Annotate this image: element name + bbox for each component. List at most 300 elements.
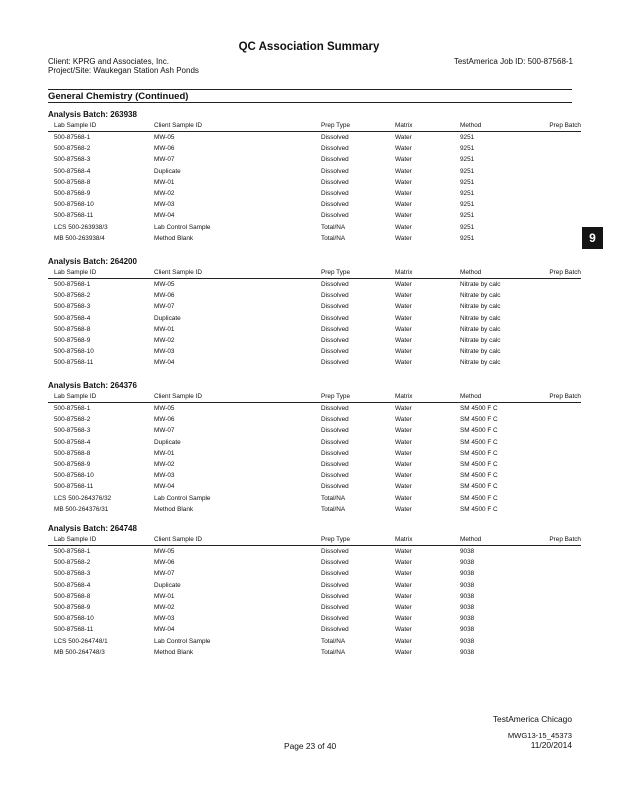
column-header-lab-sample-id: Lab Sample ID <box>54 536 97 543</box>
method-cell: 9038 <box>460 637 475 645</box>
client-sample-id-cell: MW-04 <box>154 483 175 491</box>
column-header-method: Method <box>460 393 482 400</box>
method-cell: Nitrate by calc <box>460 359 501 367</box>
client-sample-id-cell: MW-07 <box>154 156 175 164</box>
prep-batch-cell <box>538 568 581 579</box>
lab-sample-id-cell: 500-87568-9 <box>54 604 91 612</box>
prep-type-cell: Total/NA <box>321 637 346 645</box>
prep-batch-cell <box>538 636 581 647</box>
table-row <box>48 188 581 199</box>
prep-batch-cell <box>538 210 581 221</box>
column-header-lab-sample-id: Lab Sample ID <box>54 122 97 129</box>
column-header-method: Method <box>460 536 482 543</box>
method-cell: SM 4500 F C <box>460 449 498 457</box>
client-sample-id-cell: MW-07 <box>154 427 175 435</box>
lab-sample-id-cell: 500-87568-11 <box>54 212 94 220</box>
prep-type-cell: Dissolved <box>321 134 349 141</box>
header-rule-top <box>48 89 572 90</box>
method-cell: Nitrate by calc <box>460 314 501 322</box>
table-row <box>48 290 581 301</box>
lab-sample-id-cell: MB 500-264376/31 <box>54 505 109 513</box>
column-header-prep-type: Prep Type <box>321 536 351 543</box>
prep-batch-cell <box>538 279 581 291</box>
prep-batch-cell <box>538 504 581 515</box>
column-header-prep-batch: Prep Batch <box>549 269 581 276</box>
table-body <box>48 132 581 245</box>
matrix-cell: Water <box>395 427 412 435</box>
batch-title: Analysis Batch: 264376 <box>48 381 137 390</box>
client-sample-id-cell: MW-06 <box>154 292 175 300</box>
prep-type-cell: Dissolved <box>321 359 349 367</box>
lab-sample-id-cell: 500-87568-1 <box>54 134 91 141</box>
section-tab-badge: 9 <box>582 227 603 249</box>
matrix-cell: Water <box>395 592 412 600</box>
method-cell: SM 4500 F C <box>460 483 498 491</box>
batch-table <box>48 268 581 369</box>
method-cell: 9038 <box>460 581 475 589</box>
matrix-cell: Water <box>395 359 412 367</box>
matrix-cell: Water <box>395 416 412 424</box>
lab-sample-id-cell: LCS 500-263938/3 <box>54 223 108 231</box>
prep-type-cell: Total/NA <box>321 223 346 231</box>
prep-type-cell: Dissolved <box>321 167 349 175</box>
method-cell: 9251 <box>460 190 475 198</box>
method-cell: 9038 <box>460 648 475 656</box>
lab-sample-id-cell: 500-87568-2 <box>54 416 91 424</box>
prep-batch-cell <box>538 222 581 233</box>
matrix-cell: Water <box>395 581 412 589</box>
lab-sample-id-cell: 500-87568-8 <box>54 592 91 600</box>
column-header-prep-type: Prep Type <box>321 269 351 276</box>
lab-sample-id-cell: MB 500-264748/3 <box>54 648 105 656</box>
client-sample-id-cell: Lab Control Sample <box>154 637 211 645</box>
footer-company: TestAmerica Chicago <box>492 714 572 724</box>
page-title: QC Association Summary <box>238 41 380 53</box>
lab-sample-id-cell: 500-87568-2 <box>54 292 91 300</box>
table-row <box>48 132 581 144</box>
table-body <box>48 546 581 659</box>
matrix-cell: Water <box>395 178 412 186</box>
client-sample-id-cell: MW-06 <box>154 145 175 153</box>
method-cell: 9251 <box>460 134 475 141</box>
prep-batch-cell <box>538 132 581 144</box>
matrix-cell: Water <box>395 494 412 502</box>
matrix-cell: Water <box>395 145 412 153</box>
method-cell: SM 4500 F C <box>460 405 498 412</box>
client-sample-id-cell: MW-01 <box>154 592 175 600</box>
matrix-cell: Water <box>395 483 412 491</box>
prep-batch-cell <box>538 335 581 346</box>
table-row <box>48 233 581 244</box>
prep-batch-cell <box>538 437 581 448</box>
method-cell: 9251 <box>460 223 475 231</box>
prep-batch-cell <box>538 346 581 357</box>
client-sample-id-cell: MW-02 <box>154 190 175 198</box>
lab-sample-id-cell: 500-87568-8 <box>54 178 91 186</box>
client-sample-id-cell: Lab Control Sample <box>154 223 211 231</box>
prep-type-cell: Dissolved <box>321 615 349 623</box>
table-row <box>48 166 581 177</box>
lab-sample-id-cell: 500-87568-3 <box>54 156 91 164</box>
prep-type-cell: Total/NA <box>321 648 346 656</box>
method-cell: 9251 <box>460 212 475 220</box>
prep-batch-cell <box>538 470 581 481</box>
prep-type-cell: Dissolved <box>321 559 349 567</box>
table-row <box>48 580 581 591</box>
column-header-client-sample-id: Client Sample ID <box>154 536 202 543</box>
matrix-cell: Water <box>395 348 412 356</box>
table-row <box>48 647 581 658</box>
prep-batch-cell <box>538 459 581 470</box>
prep-batch-cell <box>538 425 581 436</box>
prep-type-cell: Dissolved <box>321 548 349 555</box>
client-sample-id-cell: Duplicate <box>154 581 181 589</box>
client-sample-id-cell: MW-03 <box>154 348 175 356</box>
prep-batch-cell <box>538 647 581 658</box>
lab-sample-id-cell: 500-87568-10 <box>54 472 94 480</box>
prep-batch-cell <box>538 324 581 335</box>
column-header-lab-sample-id: Lab Sample ID <box>54 269 97 276</box>
table-row <box>48 636 581 647</box>
client-sample-id-cell: MW-06 <box>154 416 175 424</box>
lab-sample-id-cell: 500-87568-2 <box>54 559 91 567</box>
method-cell: 9251 <box>460 145 475 153</box>
table-body <box>48 403 581 516</box>
method-cell: 9038 <box>460 592 475 600</box>
client-sample-id-cell: MW-05 <box>154 134 175 141</box>
client-sample-id-cell: MW-04 <box>154 626 175 634</box>
prep-batch-cell <box>538 403 581 415</box>
lab-sample-id-cell: 500-87568-1 <box>54 405 91 412</box>
table-row <box>48 425 581 436</box>
table-row <box>48 199 581 210</box>
matrix-cell: Water <box>395 648 412 656</box>
table-body <box>48 279 581 369</box>
table-header-row <box>48 121 581 132</box>
client-sample-id-cell: MW-04 <box>154 212 175 220</box>
table-row <box>48 602 581 613</box>
client-sample-id-cell: Duplicate <box>154 314 181 322</box>
table-row <box>48 143 581 154</box>
matrix-cell: Water <box>395 156 412 164</box>
client-sample-id-cell: MW-05 <box>154 281 175 288</box>
prep-type-cell: Dissolved <box>321 483 349 491</box>
prep-batch-cell <box>538 143 581 154</box>
prep-type-cell: Dissolved <box>321 281 349 288</box>
matrix-cell: Water <box>395 449 412 457</box>
client-sample-id-cell: MW-03 <box>154 472 175 480</box>
lab-sample-id-cell: 500-87568-4 <box>54 167 91 175</box>
lab-sample-id-cell: 500-87568-1 <box>54 548 91 555</box>
prep-type-cell: Dissolved <box>321 604 349 612</box>
prep-batch-cell <box>538 188 581 199</box>
footer-doc-ref: MWG13-15_45373 <box>507 731 572 740</box>
method-cell: 9251 <box>460 156 475 164</box>
method-cell: Nitrate by calc <box>460 348 501 356</box>
table-row <box>48 568 581 579</box>
matrix-cell: Water <box>395 325 412 333</box>
prep-type-cell: Dissolved <box>321 438 349 446</box>
table-row <box>48 222 581 233</box>
batch-title: Analysis Batch: 264748 <box>48 524 137 533</box>
matrix-cell: Water <box>395 223 412 231</box>
prep-type-cell: Dissolved <box>321 592 349 600</box>
column-header-lab-sample-id: Lab Sample ID <box>54 393 97 400</box>
method-cell: SM 4500 F C <box>460 472 498 480</box>
batch-table <box>48 535 581 658</box>
client-sample-id-cell: MW-05 <box>154 548 175 555</box>
lab-sample-id-cell: 500-87568-11 <box>54 359 94 367</box>
client-sample-id-cell: MW-03 <box>154 201 175 209</box>
lab-sample-id-cell: 500-87568-4 <box>54 314 91 322</box>
column-header-method: Method <box>460 269 482 276</box>
client-sample-id-cell: MW-02 <box>154 604 175 612</box>
client-sample-id-cell: MW-06 <box>154 559 175 567</box>
prep-batch-cell <box>538 154 581 165</box>
analysis-batch-4 <box>48 523 581 658</box>
prep-type-cell: Dissolved <box>321 581 349 589</box>
client-sample-id-cell: Lab Control Sample <box>154 494 211 502</box>
client-sample-id-cell: Duplicate <box>154 167 181 175</box>
prep-type-cell: Dissolved <box>321 461 349 469</box>
client-sample-id-cell: Method Blank <box>154 505 194 513</box>
matrix-cell: Water <box>395 134 412 141</box>
prep-batch-cell <box>538 177 581 188</box>
method-cell: 9251 <box>460 167 475 175</box>
client-sample-id-cell: MW-02 <box>154 461 175 469</box>
prep-type-cell: Dissolved <box>321 626 349 634</box>
prep-batch-cell <box>538 233 581 244</box>
method-cell: 9038 <box>460 548 475 555</box>
lab-sample-id-cell: 500-87568-10 <box>54 615 94 623</box>
prep-type-cell: Dissolved <box>321 201 349 209</box>
prep-batch-cell <box>538 580 581 591</box>
column-header-prep-type: Prep Type <box>321 122 351 129</box>
prep-batch-cell <box>538 602 581 613</box>
column-header-prep-batch: Prep Batch <box>549 122 581 129</box>
matrix-cell: Water <box>395 190 412 198</box>
lab-sample-id-cell: 500-87568-3 <box>54 570 91 578</box>
matrix-cell: Water <box>395 212 412 220</box>
table-row <box>48 448 581 459</box>
method-cell: 9251 <box>460 178 475 186</box>
header-rule-bottom <box>48 102 572 103</box>
prep-batch-cell <box>538 624 581 635</box>
table-row <box>48 301 581 312</box>
prep-type-cell: Dissolved <box>321 472 349 480</box>
client-sample-id-cell: MW-03 <box>154 615 175 623</box>
table-header-row <box>48 392 581 403</box>
table-row <box>48 470 581 481</box>
table-row <box>48 414 581 425</box>
method-cell: Nitrate by calc <box>460 337 501 345</box>
lab-sample-id-cell: 500-87568-9 <box>54 461 91 469</box>
matrix-cell: Water <box>395 548 412 555</box>
prep-batch-cell <box>538 591 581 602</box>
matrix-cell: Water <box>395 201 412 209</box>
table-row <box>48 459 581 470</box>
table-row <box>48 210 581 221</box>
table-row <box>48 335 581 346</box>
prep-batch-cell <box>538 557 581 568</box>
lab-sample-id-cell: 500-87568-2 <box>54 145 91 153</box>
column-header-method: Method <box>460 122 482 129</box>
matrix-cell: Water <box>395 615 412 623</box>
lab-sample-id-cell: 500-87568-1 <box>54 281 91 288</box>
table-row <box>48 279 581 291</box>
method-cell: SM 4500 F C <box>460 461 498 469</box>
prep-type-cell: Dissolved <box>321 325 349 333</box>
prep-batch-cell <box>538 199 581 210</box>
prep-batch-cell <box>538 448 581 459</box>
table-header-row <box>48 535 581 546</box>
prep-type-cell: Dissolved <box>321 212 349 220</box>
method-cell: 9038 <box>460 626 475 634</box>
lab-sample-id-cell: 500-87568-4 <box>54 581 91 589</box>
prep-type-cell: Dissolved <box>321 416 349 424</box>
table-row <box>48 313 581 324</box>
column-header-matrix: Matrix <box>395 536 413 543</box>
table-row <box>48 481 581 492</box>
prep-type-cell: Total/NA <box>321 494 346 502</box>
prep-type-cell: Dissolved <box>321 427 349 435</box>
footer-date: 11/20/2014 <box>530 740 572 750</box>
lab-sample-id-cell: 500-87568-9 <box>54 190 91 198</box>
prep-type-cell: Dissolved <box>321 449 349 457</box>
matrix-cell: Water <box>395 234 412 242</box>
method-cell: 9251 <box>460 201 475 209</box>
client-sample-id-cell: MW-07 <box>154 570 175 578</box>
lab-sample-id-cell: 500-87568-10 <box>54 201 94 209</box>
column-header-matrix: Matrix <box>395 122 413 129</box>
client-sample-id-cell: MW-05 <box>154 405 175 412</box>
prep-type-cell: Dissolved <box>321 145 349 153</box>
analysis-batch-2 <box>48 256 581 369</box>
prep-batch-cell <box>538 546 581 558</box>
method-cell: Nitrate by calc <box>460 281 501 288</box>
method-cell: SM 4500 F C <box>460 505 498 513</box>
table-row <box>48 546 581 558</box>
method-cell: Nitrate by calc <box>460 325 501 333</box>
prep-type-cell: Dissolved <box>321 303 349 311</box>
client-name: Client: KPRG and Associates, Inc. <box>48 57 169 66</box>
client-sample-id-cell: MW-07 <box>154 303 175 311</box>
client-sample-id-cell: MW-02 <box>154 337 175 345</box>
table-row <box>48 403 581 415</box>
project-site: Project/Site: Waukegan Station Ash Ponds <box>48 66 199 75</box>
prep-type-cell: Dissolved <box>321 292 349 300</box>
table-row <box>48 557 581 568</box>
method-cell: 9038 <box>460 615 475 623</box>
matrix-cell: Water <box>395 292 412 300</box>
analysis-batch-3 <box>48 380 581 515</box>
matrix-cell: Water <box>395 604 412 612</box>
prep-batch-cell <box>538 613 581 624</box>
client-sample-id-cell: Method Blank <box>154 234 194 242</box>
lab-sample-id-cell: 500-87568-3 <box>54 303 91 311</box>
column-header-prep-type: Prep Type <box>321 393 351 400</box>
prep-type-cell: Dissolved <box>321 405 349 412</box>
matrix-cell: Water <box>395 570 412 578</box>
batch-title: Analysis Batch: 263938 <box>48 110 137 119</box>
prep-type-cell: Dissolved <box>321 348 349 356</box>
table-row <box>48 504 581 515</box>
prep-batch-cell <box>538 301 581 312</box>
matrix-cell: Water <box>395 505 412 513</box>
prep-batch-cell <box>538 414 581 425</box>
matrix-cell: Water <box>395 167 412 175</box>
method-cell: 9251 <box>460 234 475 242</box>
column-header-prep-batch: Prep Batch <box>549 536 581 543</box>
footer-page-number: Page 23 of 40 <box>284 741 337 751</box>
prep-type-cell: Dissolved <box>321 178 349 186</box>
prep-type-cell: Dissolved <box>321 190 349 198</box>
lab-sample-id-cell: 500-87568-11 <box>54 626 94 634</box>
table-header-row <box>48 268 581 279</box>
prep-batch-cell <box>538 493 581 504</box>
matrix-cell: Water <box>395 405 412 412</box>
column-header-client-sample-id: Client Sample ID <box>154 122 202 129</box>
prep-batch-cell <box>538 166 581 177</box>
matrix-cell: Water <box>395 559 412 567</box>
prep-type-cell: Dissolved <box>321 337 349 345</box>
matrix-cell: Water <box>395 303 412 311</box>
column-header-client-sample-id: Client Sample ID <box>154 269 202 276</box>
matrix-cell: Water <box>395 637 412 645</box>
method-cell: Nitrate by calc <box>460 292 501 300</box>
lab-sample-id-cell: 500-87568-4 <box>54 438 91 446</box>
table-row <box>48 591 581 602</box>
table-row <box>48 613 581 624</box>
matrix-cell: Water <box>395 314 412 322</box>
table-row <box>48 357 581 368</box>
lab-sample-id-cell: MB 500-263938/4 <box>54 234 105 242</box>
client-sample-id-cell: MW-01 <box>154 449 175 457</box>
batch-title: Analysis Batch: 264200 <box>48 257 137 266</box>
batch-table <box>48 121 581 244</box>
column-header-matrix: Matrix <box>395 393 413 400</box>
matrix-cell: Water <box>395 281 412 288</box>
column-header-prep-batch: Prep Batch <box>549 393 581 400</box>
client-sample-id-cell: MW-01 <box>154 178 175 186</box>
method-cell: SM 4500 F C <box>460 416 498 424</box>
prep-batch-cell <box>538 481 581 492</box>
prep-type-cell: Total/NA <box>321 505 346 513</box>
method-cell: 9038 <box>460 559 475 567</box>
lab-sample-id-cell: 500-87568-9 <box>54 337 91 345</box>
client-sample-id-cell: Duplicate <box>154 438 181 446</box>
matrix-cell: Water <box>395 626 412 634</box>
matrix-cell: Water <box>395 337 412 345</box>
prep-type-cell: Dissolved <box>321 570 349 578</box>
batch-table <box>48 392 581 515</box>
column-header-client-sample-id: Client Sample ID <box>154 393 202 400</box>
prep-type-cell: Total/NA <box>321 234 346 242</box>
method-cell: 9038 <box>460 604 475 612</box>
job-id: TestAmerica Job ID: 500-87568-1 <box>453 57 573 66</box>
prep-batch-cell <box>538 357 581 368</box>
column-header-matrix: Matrix <box>395 269 413 276</box>
method-cell: SM 4500 F C <box>460 427 498 435</box>
table-row <box>48 437 581 448</box>
lab-sample-id-cell: 500-87568-10 <box>54 348 94 356</box>
lab-sample-id-cell: 500-87568-8 <box>54 325 91 333</box>
lab-sample-id-cell: 500-87568-11 <box>54 483 94 491</box>
table-row <box>48 493 581 504</box>
section-title: General Chemistry (Continued) <box>48 91 189 102</box>
method-cell: 9038 <box>460 570 475 578</box>
prep-type-cell: Dissolved <box>321 314 349 322</box>
